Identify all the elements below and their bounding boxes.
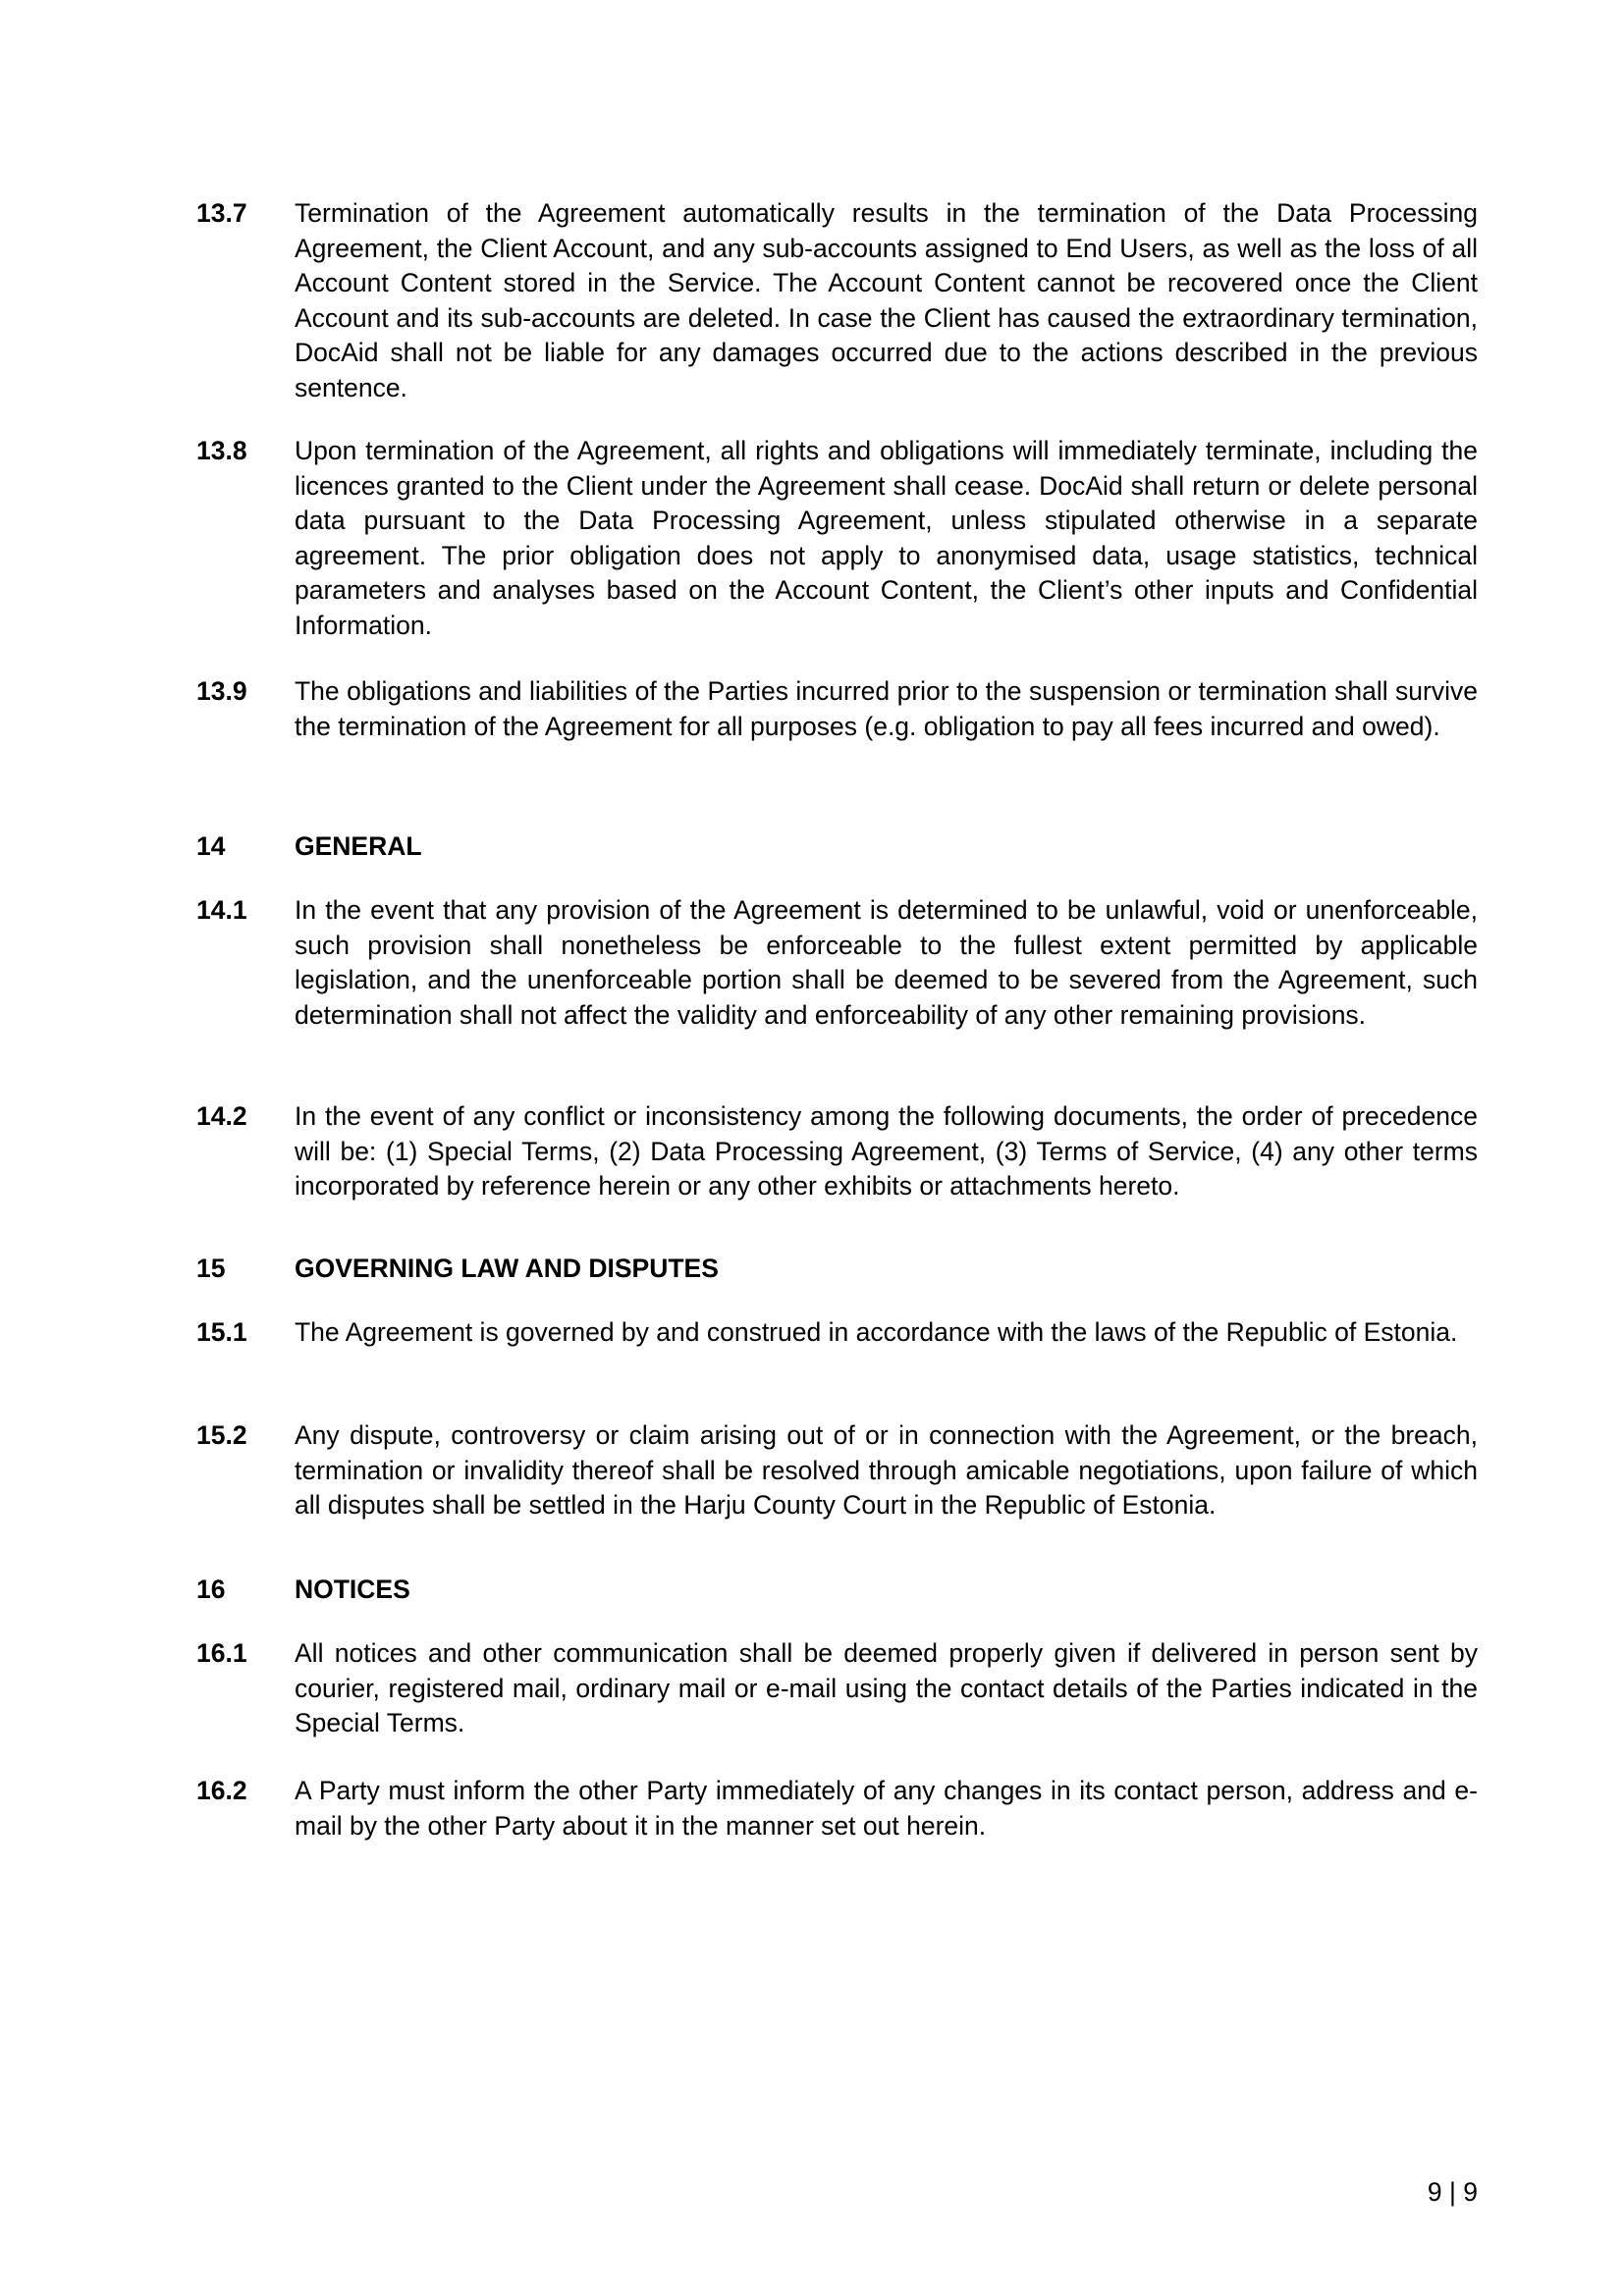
clause-15-2 [196, 1418, 1478, 1523]
section-heading-15 [196, 1252, 1478, 1287]
clause-number: 14.1 [196, 895, 247, 925]
section-title: GENERAL [295, 831, 422, 861]
clause-number: 16.1 [196, 1638, 247, 1668]
section-number: 14 [196, 831, 226, 861]
clause-number: 16.2 [196, 1776, 247, 1805]
clause-14-1 [196, 893, 1478, 1033]
clause-text: Termination of the Agreement automatically results in the termination of the Data Processing Agreement, the Client Account, and any sub-accounts assigned to End Users, as well as the loss of all Account Content stored in the Service. The Account Content cannot be recovered once the Client Account and its sub-accounts are deleted. In case the Client has caused the extraordinary termination, DocAid shall not be liable for any damages occurred due to the actions described in the previous sentence. [295, 198, 1478, 402]
clause-text: All notices and other communication shall be deemed properly given if delivered in person sent by courier, registered mail, ordinary mail or e-mail using the contact details of the Parties indicated in the Special Terms. [295, 1638, 1478, 1737]
clause-15-1 [196, 1315, 1478, 1351]
clause-text: The Agreement is governed by and construed in accordance with the laws of the Republic of Estonia. [295, 1317, 1458, 1347]
clause-13-9 [196, 674, 1478, 744]
clause-number: 15.1 [196, 1317, 247, 1347]
section-number: 15 [196, 1254, 226, 1283]
clause-number: 13.9 [196, 676, 247, 706]
clause-13-8 [196, 434, 1478, 643]
clause-text: Any dispute, controversy or claim arising out of or in connection with the Agreement, or the breach, termination or invalidity thereof shall be resolved through amicable negotiations, upon failure of which all disputes shall be settled in the Harju County Court in the Republic of Estonia. [295, 1420, 1478, 1520]
section-number: 16 [196, 1575, 226, 1604]
page-number: 9 | 9 [1427, 2177, 1478, 2207]
clause-text: In the event of any conflict or inconsistency among the following documents, the order of precedence will be: (1) Special Terms, (2) Data Processing Agreement, (3) Terms of Service, (4) any other terms incorporated by reference herein or any other exhibits or attachments hereto. [295, 1101, 1478, 1201]
clause-16-2 [196, 1774, 1478, 1843]
clause-text: A Party must inform the other Party immediately of any changes in its contact person, address and e-mail by the other Party about it in the manner set out herein. [295, 1776, 1478, 1841]
clause-16-1 [196, 1636, 1478, 1741]
clause-text: The obligations and liabilities of the Parties incurred prior to the suspension or termination shall survive the termination of the Agreement for all purposes (e.g. obligation to pay all fees incurred and owed). [295, 676, 1478, 741]
clause-text: In the event that any provision of the Agreement is determined to be unlawful, void or unenforceable, such provision shall nonetheless be enforceable to the fullest extent permitted by applicable legislation, and the unenforceable portion shall be deemed to be severed from the Agreement, such determination shall not affect the validity and enforceability of any other remaining provisions. [295, 895, 1478, 1030]
clause-13-7 [196, 196, 1478, 405]
clause-text: Upon termination of the Agreement, all rights and obligations will immediately terminate, including the licences granted to the Client under the Agreement shall cease. DocAid shall return or delete personal data pursuant to the Data Processing Agreement, unless stipulated otherwise in a separate agreement. The prior obligation does not apply to anonymised data, usage statistics, technical parameters and analyses based on the Account Content, the Client’s other inputs and Confidential Information. [295, 436, 1478, 640]
clause-number: 15.2 [196, 1420, 247, 1450]
section-heading-16 [196, 1573, 1478, 1608]
section-title: NOTICES [295, 1575, 410, 1604]
clause-number: 13.7 [196, 198, 247, 228]
section-heading-14 [196, 829, 1478, 865]
section-title: GOVERNING LAW AND DISPUTES [295, 1254, 719, 1283]
clause-number: 13.8 [196, 436, 247, 465]
clause-number: 14.2 [196, 1101, 247, 1131]
clause-14-2 [196, 1099, 1478, 1204]
